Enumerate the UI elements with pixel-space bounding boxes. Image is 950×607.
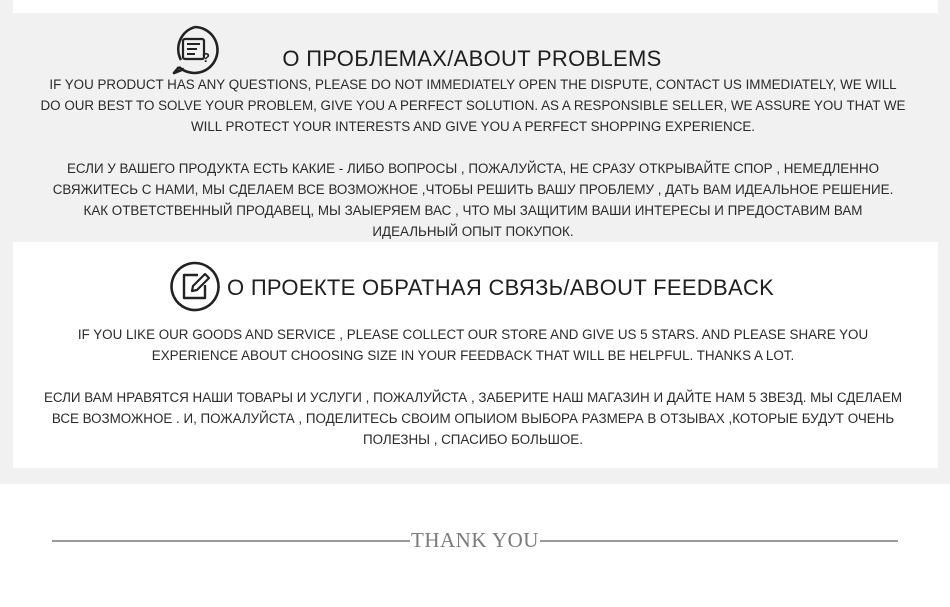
thank-you-heading: THANK YOU	[411, 528, 539, 552]
feedback-text-en: IF YOU LIKE OUR GOODS AND SERVICE , PLEASE COLLECT OUR STORE AND GIVE US 5 STARS. AND PLEASE SHARE YOU EXPERIENCE ABOUT CHOOSING SIZE IN YOUR FEEDBACK THAT WILL BE HELPFUL. THANKS A LOT.	[77, 327, 869, 363]
feedback-title: О ПРОЕКТЕ ОБРАТНАЯ СВЯЗЬ/ABOUT FEEDBACK	[227, 275, 775, 300]
svg-text:?: ?	[202, 50, 210, 65]
edit-note-icon	[168, 260, 221, 313]
thanks-divider-left	[52, 540, 410, 542]
top-card-edge	[13, 0, 938, 13]
thanks-divider-right	[540, 540, 898, 542]
problems-title: О ПРОБЛЕМАХ/ABOUT PROBLEMS	[282, 46, 662, 71]
problems-text-en: IF YOU PRODUCT HAS ANY QUESTIONS, PLEASE DO NOT IMMEDIATELY OPEN THE DISPUTE, CONTACT US IMMEDIATELY, WE WILL DO OUR BEST TO SOLVE YOUR PROBLEM, GIVE YOU A PERFECT SOLUTION. AS A RESPONSIBLE SELLER, WE ASSURE YOU THAT WE WILL PROTECT YOUR INTERESTS AND GIVE YOU A PERFECT SHOPPING EXPERIENCE.	[40, 77, 906, 134]
problems-text-ru: ЕСЛИ У ВАШЕГО ПРОДУКТА ЕСТЬ КАКИЕ - ЛИБО ВОПРОСЫ , ПОЖАЛУЙСТА, НЕ СРАЗУ ОТКРЫВАЙТЕ СПОР , НЕМЕДЛЕННО СВЯЖИТЕСЬ С НАМИ, МЫ СДЕЛАЕМ ВСЕ ВОЗМОЖНОЕ ,ЧТОБЫ РЕШИТЬ ВАШУ ПРОБЛЕМУ , ДАТЬ ВАМ ИДЕАЛЬНОЕ РЕШЕНИЕ. КАК ОТВЕТСТВЕННЫЙ ПРОДАВЕЦ, МЫ ЗАЫЕРЯЕМ ВАС , ЧТО МЫ ЗАЩИТИМ ВАШИ ИНТЕРЕСЫ И ПРЕДОСТАВИМ ВАМ ИДЕАЛЬНЫЙ ОПЫТ ПОКУПОК.	[52, 161, 894, 239]
feedback-text-ru: ЕСЛИ ВАМ НРАВЯТСЯ НАШИ ТОВАРЫ И УСЛУГИ , ПОЖАЛУЙСТА , ЗАБЕРИТЕ НАШ МАГАЗИН И ДАЙТЕ НАМ 5 ЗВЕЗД. МЫ СДЕЛАЕМ ВСЕ ВОЗМОЖНОЕ . И, ПОЖАЛУЙСТА , ПОДЕЛИТЕСЬ СВОИМ ОПЫИОМ ВЫБОРА РАЗМЕРА В ОТЗЫВАХ ,КОТОРЫЕ БУДУТ ОЧЕНЬ ПОЛЕЗНЫ , СПАСИБО БОЛЬШОЕ.	[43, 390, 903, 447]
